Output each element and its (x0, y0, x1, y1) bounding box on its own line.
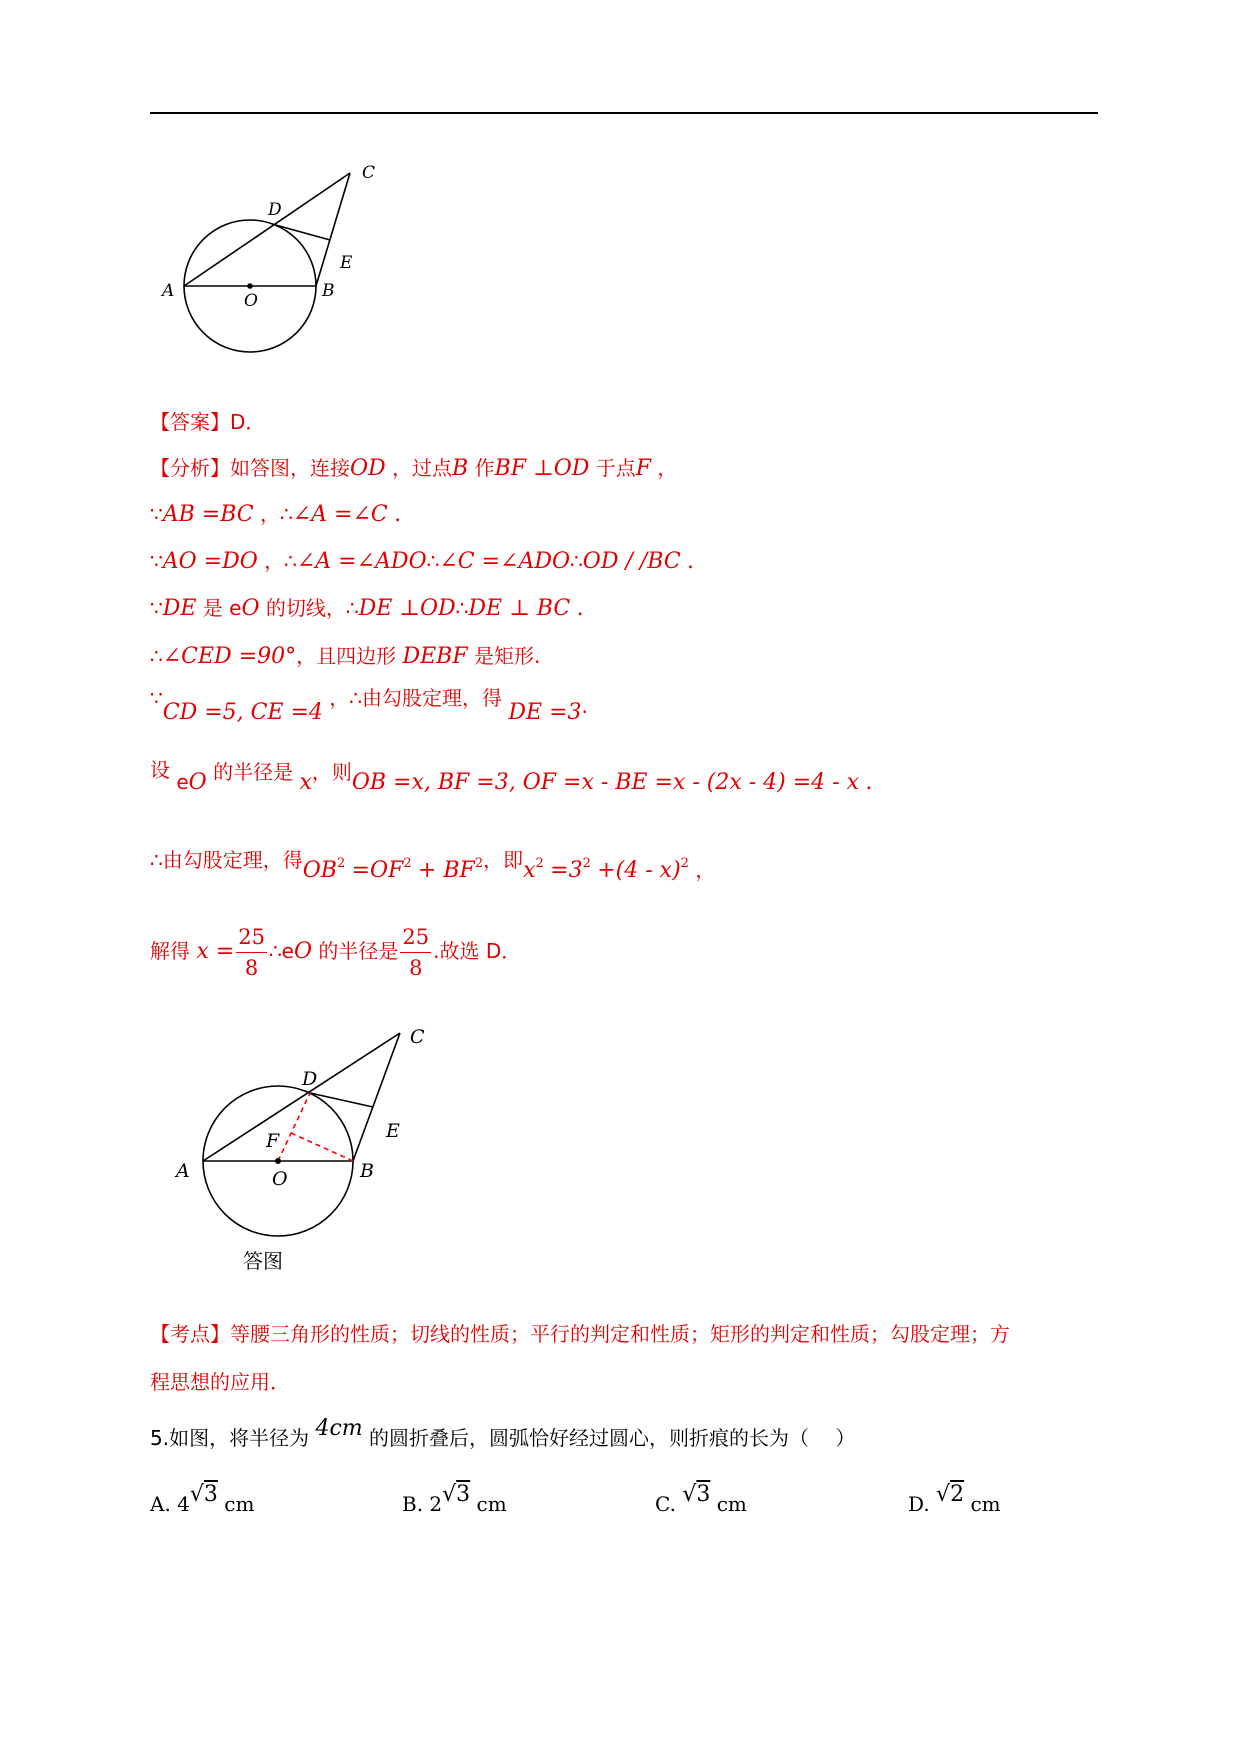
math-run: + BF (417, 858, 475, 883)
text-run: ∵ (150, 549, 163, 573)
option-label: B. 2 (402, 1492, 443, 1516)
math-run: F (635, 456, 651, 481)
fig2-label-B: B (360, 1160, 374, 1182)
text-run: ， (657, 456, 678, 480)
text-run: 于点 (595, 456, 636, 480)
sqrt-expression: √3 (682, 1482, 711, 1507)
fig1-label-B: B (322, 281, 335, 301)
text-run: . (394, 502, 402, 527)
fig1-label-C: C (362, 163, 376, 183)
text-run: . (687, 549, 695, 574)
analysis-line-9 (150, 922, 521, 983)
option-unit: cm (476, 1492, 507, 1516)
fraction-denominator: 8 (244, 956, 259, 980)
analysis-line-2 (150, 498, 401, 527)
fraction-25-8 (400, 922, 431, 983)
kaodian-tag: 【考点】 (150, 1322, 230, 1346)
math-run: x (299, 770, 312, 795)
circle-symbol: e (281, 939, 294, 963)
option-label: C. (655, 1492, 676, 1516)
sqrt-expression: √3 (189, 1482, 218, 1507)
radicand: 3 (456, 1482, 471, 1507)
math-run: OD (350, 456, 386, 481)
option-unit: cm (970, 1492, 1001, 1516)
text-run: ，且四边形 (296, 644, 397, 668)
text-run: ∴ (426, 549, 440, 573)
analysis-tag: 【分析】 (150, 456, 230, 480)
analysis-line-3 (150, 545, 694, 574)
math-run: ∠A =∠ADO (296, 549, 427, 574)
text-run: 如答图，连接 (230, 456, 350, 480)
fig2-label-C: C (410, 1026, 425, 1048)
text-run: ，∴ (264, 549, 297, 573)
math-run: DEBF (402, 644, 468, 669)
fig1-label-D: D (268, 200, 282, 220)
math-run: x = (196, 939, 235, 964)
text-run: ∴ (268, 939, 282, 963)
fraction-denominator: 8 (409, 956, 423, 980)
text-run: ，∴ (259, 502, 293, 526)
header-rule (150, 112, 1098, 114)
math-run: x (523, 858, 536, 883)
answer-line (150, 406, 265, 435)
math-run: DE ⊥OD (358, 596, 456, 621)
fig2-label-D: D (302, 1068, 318, 1090)
text-run: ，即 (483, 848, 524, 872)
superscript: 2 (403, 856, 412, 871)
text-run: 是矩形. (473, 644, 541, 668)
figure-1-diagram (150, 160, 400, 360)
text-run: ，过点 (392, 456, 453, 480)
option-label: A. 4 (150, 1492, 190, 1516)
math-run: ∠C =∠ADO (439, 549, 571, 574)
figure-2-diagram (150, 1015, 450, 1245)
text-run: . (576, 596, 584, 621)
analysis-line-8 (150, 848, 716, 883)
fig2-label-F: F (266, 1130, 280, 1152)
kaodian-line-1 (150, 1318, 1010, 1347)
math-run: +(4 - x) (597, 858, 681, 883)
math-run: CD =5, CE =4 (162, 700, 323, 725)
text-run: ∴由勾股定理，得 (150, 848, 303, 872)
math-run: DE =3 (508, 700, 582, 725)
text-run: 设 (150, 758, 170, 782)
text-run: . (865, 770, 873, 795)
text-run: ， (695, 858, 716, 882)
circle-symbol: e (176, 770, 189, 794)
radicand: 3 (203, 1482, 218, 1507)
figure-2-caption: 答图 (243, 1249, 283, 1273)
math-run: DE ⊥ BC (468, 596, 571, 621)
fig2-label-A: A (176, 1160, 190, 1182)
kaodian-line-2 (150, 1366, 290, 1395)
kaodian-text-1: 等腰三角形的性质；切线的性质；平行的判定和性质；矩形的判定和性质；勾股定理；方 (230, 1322, 1010, 1346)
math-run: OB (302, 858, 337, 883)
question-prefix: 5.如图，将半径为 (150, 1426, 310, 1450)
text-run: ，则 (311, 760, 352, 784)
analysis-line-4 (150, 592, 584, 621)
fraction-numerator: 25 (236, 922, 267, 953)
fig1-label-A: A (162, 281, 175, 301)
fig2-label-E: E (386, 1120, 400, 1142)
radicand: 3 (696, 1482, 711, 1507)
analysis-line-5 (150, 640, 540, 669)
option-c[interactable] (655, 1482, 747, 1517)
circle-symbol: e (229, 596, 242, 620)
math-run: AB =BC (162, 502, 254, 527)
text-run: .故选 D． (433, 939, 522, 963)
text-run: ∴ (150, 644, 163, 668)
text-run: 解得 (150, 939, 190, 963)
sqrt-expression: √3 (442, 1482, 471, 1507)
text-run: . (581, 694, 588, 718)
text-run: 是 (202, 596, 223, 620)
question-5 (150, 1412, 856, 1450)
math-run: OD / /BC (582, 549, 681, 574)
text-run: 的半径是 (213, 760, 294, 784)
fig1-label-O: O (244, 291, 258, 311)
text-run: ∴ (455, 596, 469, 620)
math-run: O (241, 596, 260, 621)
superscript: 2 (535, 856, 544, 871)
math-run: B (452, 456, 469, 481)
radicand: 2 (950, 1482, 965, 1507)
math-run: DE (162, 596, 197, 621)
math-run: OB =x, BF =3, OF =x - BE =x - (2x - 4) =4 - x (351, 770, 859, 795)
text-run: 的切线，∴ (265, 596, 359, 620)
superscript: 2 (680, 856, 689, 871)
option-d[interactable] (908, 1482, 1001, 1517)
analysis-line-1 (150, 452, 677, 481)
option-unit: cm (716, 1492, 747, 1516)
option-b[interactable] (402, 1482, 507, 1517)
math-run: =OF (351, 858, 404, 883)
kaodian-text-2: 程思想的应用． (150, 1370, 290, 1394)
text-run: ∵ (150, 596, 163, 620)
option-label: D. (908, 1492, 930, 1516)
superscript: 2 (336, 856, 346, 871)
math-run: AO =DO (162, 549, 258, 574)
fraction-25-8 (236, 922, 267, 983)
analysis-line-6 (150, 686, 588, 725)
fig1-label-E: E (340, 253, 353, 273)
math-run: O (188, 770, 207, 795)
math-run: ∠A =∠C (292, 502, 388, 527)
question-radius-value: 4cm (315, 1416, 363, 1441)
math-run: =3 (550, 858, 583, 883)
fraction-numerator: 25 (400, 922, 431, 953)
answer-tag: 【答案】 (150, 410, 230, 434)
math-run: O (293, 939, 313, 964)
text-run: ∵ (150, 686, 163, 710)
fig2-label-O: O (272, 1168, 288, 1190)
analysis-line-7 (150, 758, 873, 795)
text-run: 作 (474, 456, 495, 480)
text-run: ，∴由勾股定理，得 (329, 686, 503, 710)
option-unit: cm (224, 1492, 255, 1516)
text-run: ∴ (570, 549, 583, 573)
text-run: ∵ (150, 502, 163, 526)
math-run: ∠CED =90° (162, 644, 297, 669)
math-run: BF ⊥OD (494, 456, 590, 481)
question-suffix: 的圆折叠后，圆弧恰好经过圆心，则折痕的长为（ ） (369, 1426, 856, 1450)
sqrt-expression: √2 (936, 1482, 965, 1507)
superscript: 2 (582, 856, 591, 871)
answer-text: D． (230, 410, 266, 434)
superscript: 2 (474, 856, 484, 871)
option-a[interactable] (150, 1482, 255, 1517)
text-run: 的半径是 (318, 939, 399, 963)
